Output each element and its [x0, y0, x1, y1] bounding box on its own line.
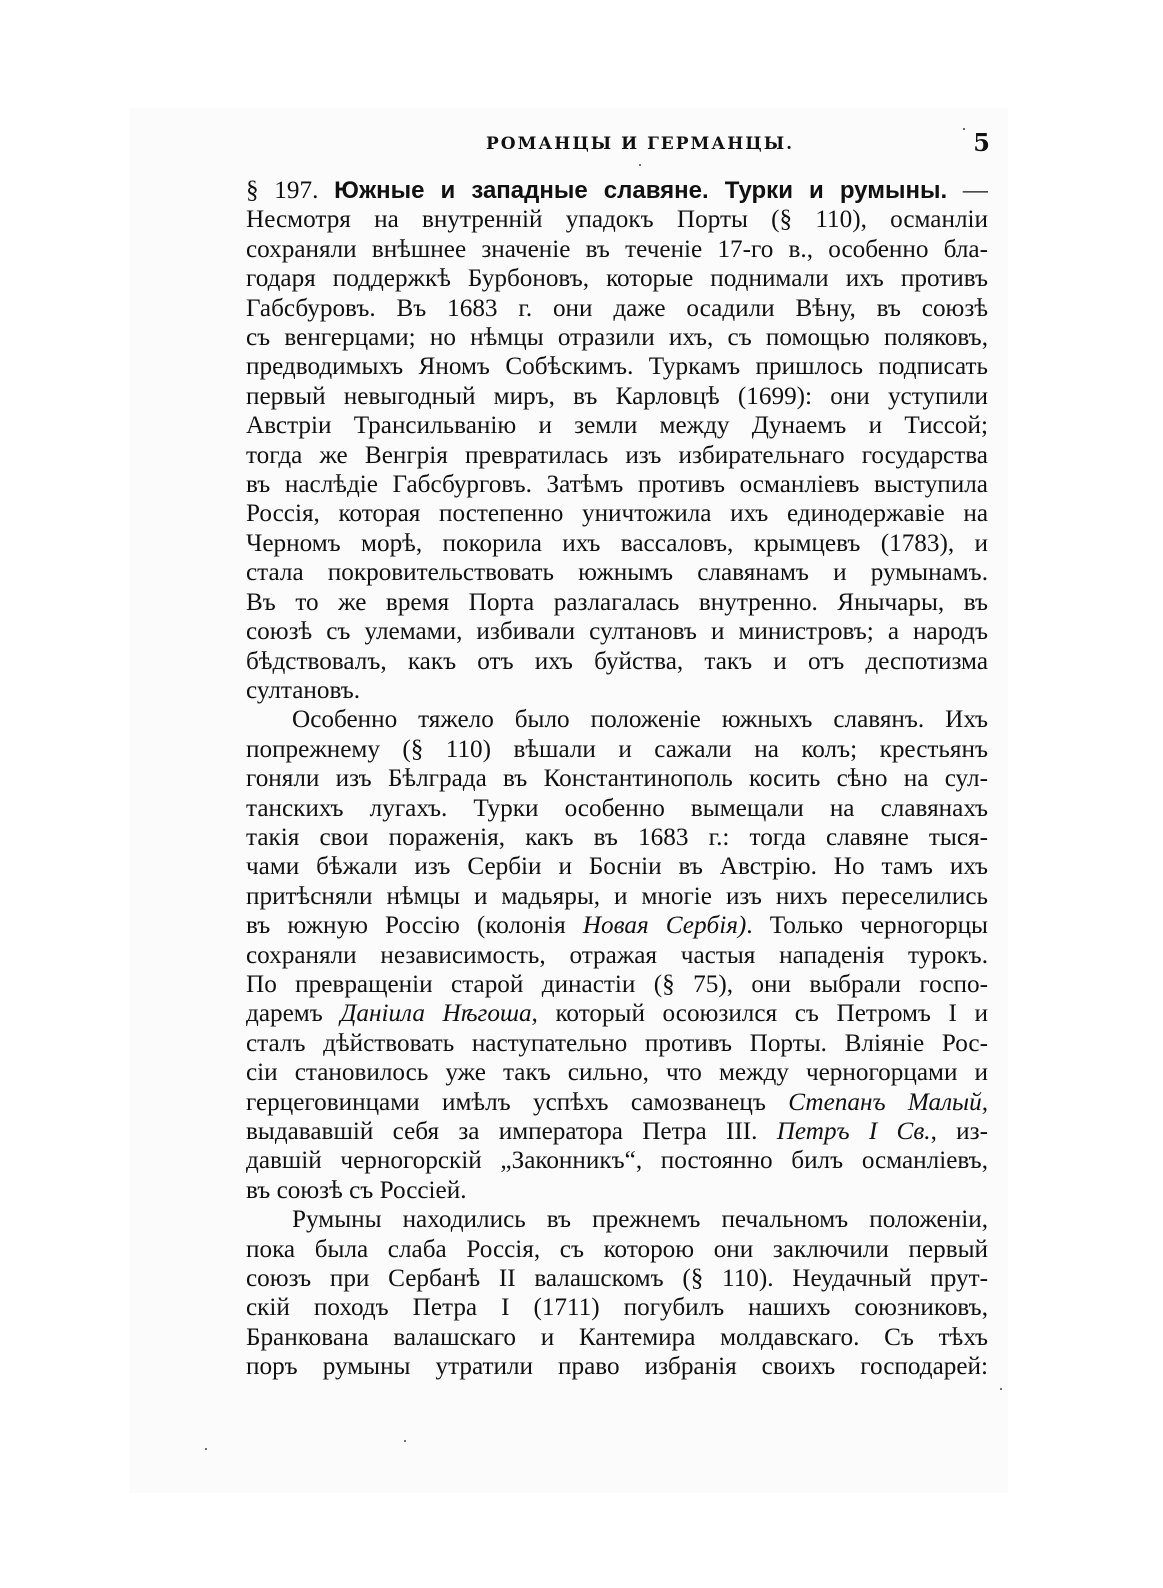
text-run: такія свои пораженія, какъ въ 1683 г.: тогда славяне тыся-	[246, 823, 988, 851]
text-line	[246, 705, 988, 734]
text-line	[246, 764, 988, 793]
text-run: По превращеніи старой династіи (§ 75), они выбрали госпо-	[246, 970, 988, 998]
text-run: пока была слаба Россія, съ которою они заключили первый	[246, 1235, 988, 1263]
page-header	[246, 130, 990, 160]
text-run: Россія, которая постепенно уничтожила ихъ единодержавіе на	[246, 500, 988, 528]
text-run: Бранкована валашскаго и Кантемира молдавскаго. Съ тѣхъ	[246, 1323, 988, 1351]
text-run: союзѣ съ улемами, избивали султановъ и министровъ; а народъ	[246, 618, 988, 646]
text-run: чами бѣжали изъ Сербіи и Босніи въ Австрію. Но тамъ ихъ	[246, 853, 988, 881]
text-line	[246, 676, 988, 705]
italic-term: Даніила Нѣгоша,	[340, 1000, 538, 1028]
page-number: 5	[973, 128, 990, 157]
text-run: бѣдствовалъ, какъ отъ ихъ буйства, такъ и отъ деспотизма	[246, 647, 988, 675]
text-line	[246, 352, 988, 381]
text-run: скій походъ Петра I (1711) погубилъ нашихъ союзниковъ,	[246, 1294, 988, 1322]
text-run: Черномъ морѣ, покорила ихъ вассаловъ, крымцевъ (1783), и	[246, 529, 988, 557]
paragraph	[246, 705, 988, 1205]
italic-term: Петръ I Св.	[776, 1118, 931, 1145]
text-line	[246, 323, 988, 352]
text-line	[246, 1058, 988, 1087]
text-line	[246, 1293, 988, 1322]
text-line	[246, 1323, 988, 1352]
text-line	[246, 529, 988, 558]
body-text	[246, 176, 988, 1382]
text-line	[246, 647, 988, 676]
text-run: герцеговинцами имѣлъ успѣхъ самозванецъ	[246, 1088, 789, 1116]
text-run: годаря поддержкѣ Бурбоновъ, которые поднимали ихъ противъ	[246, 265, 988, 293]
text-run: стала покровительствовать южнымъ славянамъ и румынамъ.	[246, 559, 988, 587]
text-line	[246, 941, 988, 970]
text-line	[246, 1352, 988, 1381]
text-run: поръ румыны утратили право избранія своихъ господарей:	[246, 1353, 988, 1381]
text-line	[246, 205, 988, 234]
text-line	[246, 264, 988, 293]
text-run: притѣсняли нѣмцы и мадьяры, и многіе изъ нихъ переселились	[246, 882, 988, 910]
text-line	[246, 1176, 988, 1205]
text-line	[246, 1205, 988, 1234]
text-line	[246, 911, 988, 940]
text-run: танскихъ лугахъ. Турки особенно вымещали на славянахъ	[246, 794, 988, 822]
text-line	[246, 794, 988, 823]
text-run: предводимыхъ Яномъ Собѣскимъ. Туркамъ пришлось подписать	[246, 353, 988, 381]
text-line	[246, 294, 988, 323]
text-line	[246, 1235, 988, 1264]
text-line	[246, 735, 988, 764]
text-run: союзъ при Сербанѣ II валашскомъ (§ 110). Неудачный прут-	[246, 1265, 988, 1293]
text-run: § 197.	[246, 177, 335, 204]
text-line	[246, 852, 988, 881]
paragraph	[246, 176, 988, 705]
scan-speck	[639, 164, 641, 166]
text-line	[246, 235, 988, 264]
text-run: съ венгерцами; но нѣмцы отразили ихъ, съ помощью поляковъ,	[246, 324, 988, 352]
text-run: въ наслѣдіе Габсбурговъ. Затѣмъ противъ османліевъ выступила	[246, 471, 988, 499]
text-line	[246, 499, 988, 528]
running-title: РОМАНЦЫ И ГЕРМАНЦЫ.	[486, 134, 795, 154]
text-line	[246, 441, 988, 470]
italic-term: Новая Сербія)	[582, 912, 747, 940]
text-line	[246, 382, 988, 411]
text-run: выдававшій себя за императора Петра III.	[246, 1118, 777, 1145]
text-run: сохраняли внѣшнее значеніе въ теченіе 17-го в., особенно бла-	[246, 235, 988, 263]
text-run: сталъ дѣйствовать наступательно противъ Порты. Вліяніе Рос-	[246, 1029, 988, 1057]
text-line	[246, 1264, 988, 1293]
text-line	[246, 176, 988, 205]
text-line	[246, 1029, 988, 1058]
section-heading: Южные и западные славяне. Турки и румыны.	[334, 177, 948, 204]
text-line	[246, 558, 988, 587]
text-run: сіи становилось уже такъ сильно, что между черногорцами и	[246, 1059, 988, 1087]
text-run: , из-	[930, 1118, 988, 1145]
text-run: султановъ.	[246, 676, 361, 704]
text-run: гоняли изъ Бѣлграда въ Константинополь косить сѣно на сул-	[246, 765, 988, 793]
scan-speck	[205, 1448, 207, 1450]
text-line	[246, 1146, 988, 1175]
text-run: сохраняли независимость, отражая частыя нападенія турокъ.	[246, 941, 988, 969]
text-run: Австріи Трансильванію и земли между Дунаемъ и Тиссой;	[246, 412, 988, 440]
text-run: въ южную Россію (колонія	[246, 912, 583, 940]
scan-speck	[1000, 1388, 1002, 1390]
text-run: Румыны находились въ прежнемъ печальномъ положеніи,	[292, 1206, 988, 1234]
text-run: давшій черногорскій „Законникъ“, постоянно билъ османліевъ,	[246, 1147, 988, 1175]
text-line	[246, 411, 988, 440]
text-run: Габсбуровъ. Въ 1683 г. они даже осадили Вѣну, въ союзѣ	[246, 294, 988, 322]
text-run: Въ то же время Порта разлагалась внутренно. Янычары, въ	[246, 588, 988, 616]
scan-speck	[963, 128, 965, 130]
text-line	[246, 823, 988, 852]
text-run: Несмотря на внутренній упадокъ Порты (§ 110), османліи	[246, 206, 988, 234]
text-line	[246, 470, 988, 499]
italic-term: Степанъ Малый,	[788, 1088, 988, 1116]
text-line	[246, 1117, 988, 1146]
text-run: . Только черногорцы	[746, 912, 988, 940]
text-run: попрежнему (§ 110) вѣшали и сажали на колъ; крестьянъ	[246, 735, 988, 763]
text-run: тогда же Венгрія превратилась изъ избирательнаго государства	[246, 441, 988, 469]
text-line	[246, 617, 988, 646]
text-line	[246, 970, 988, 999]
text-run: —	[947, 177, 988, 204]
text-run: въ союзѣ съ Россіей.	[246, 1176, 467, 1204]
scan-speck	[404, 1440, 406, 1442]
text-line	[246, 882, 988, 911]
text-run: даремъ	[246, 1000, 341, 1028]
text-run: Особенно тяжело было положеніе южныхъ славянъ. Ихъ	[292, 706, 988, 734]
text-line	[246, 999, 988, 1028]
text-line	[246, 588, 988, 617]
paragraph	[246, 1205, 988, 1381]
text-line	[246, 1088, 988, 1117]
text-run: первый невыгодный миръ, въ Карловцѣ (1699): они уступили	[246, 382, 988, 410]
text-run: который осоюзился съ Петромъ I и	[537, 1000, 988, 1028]
